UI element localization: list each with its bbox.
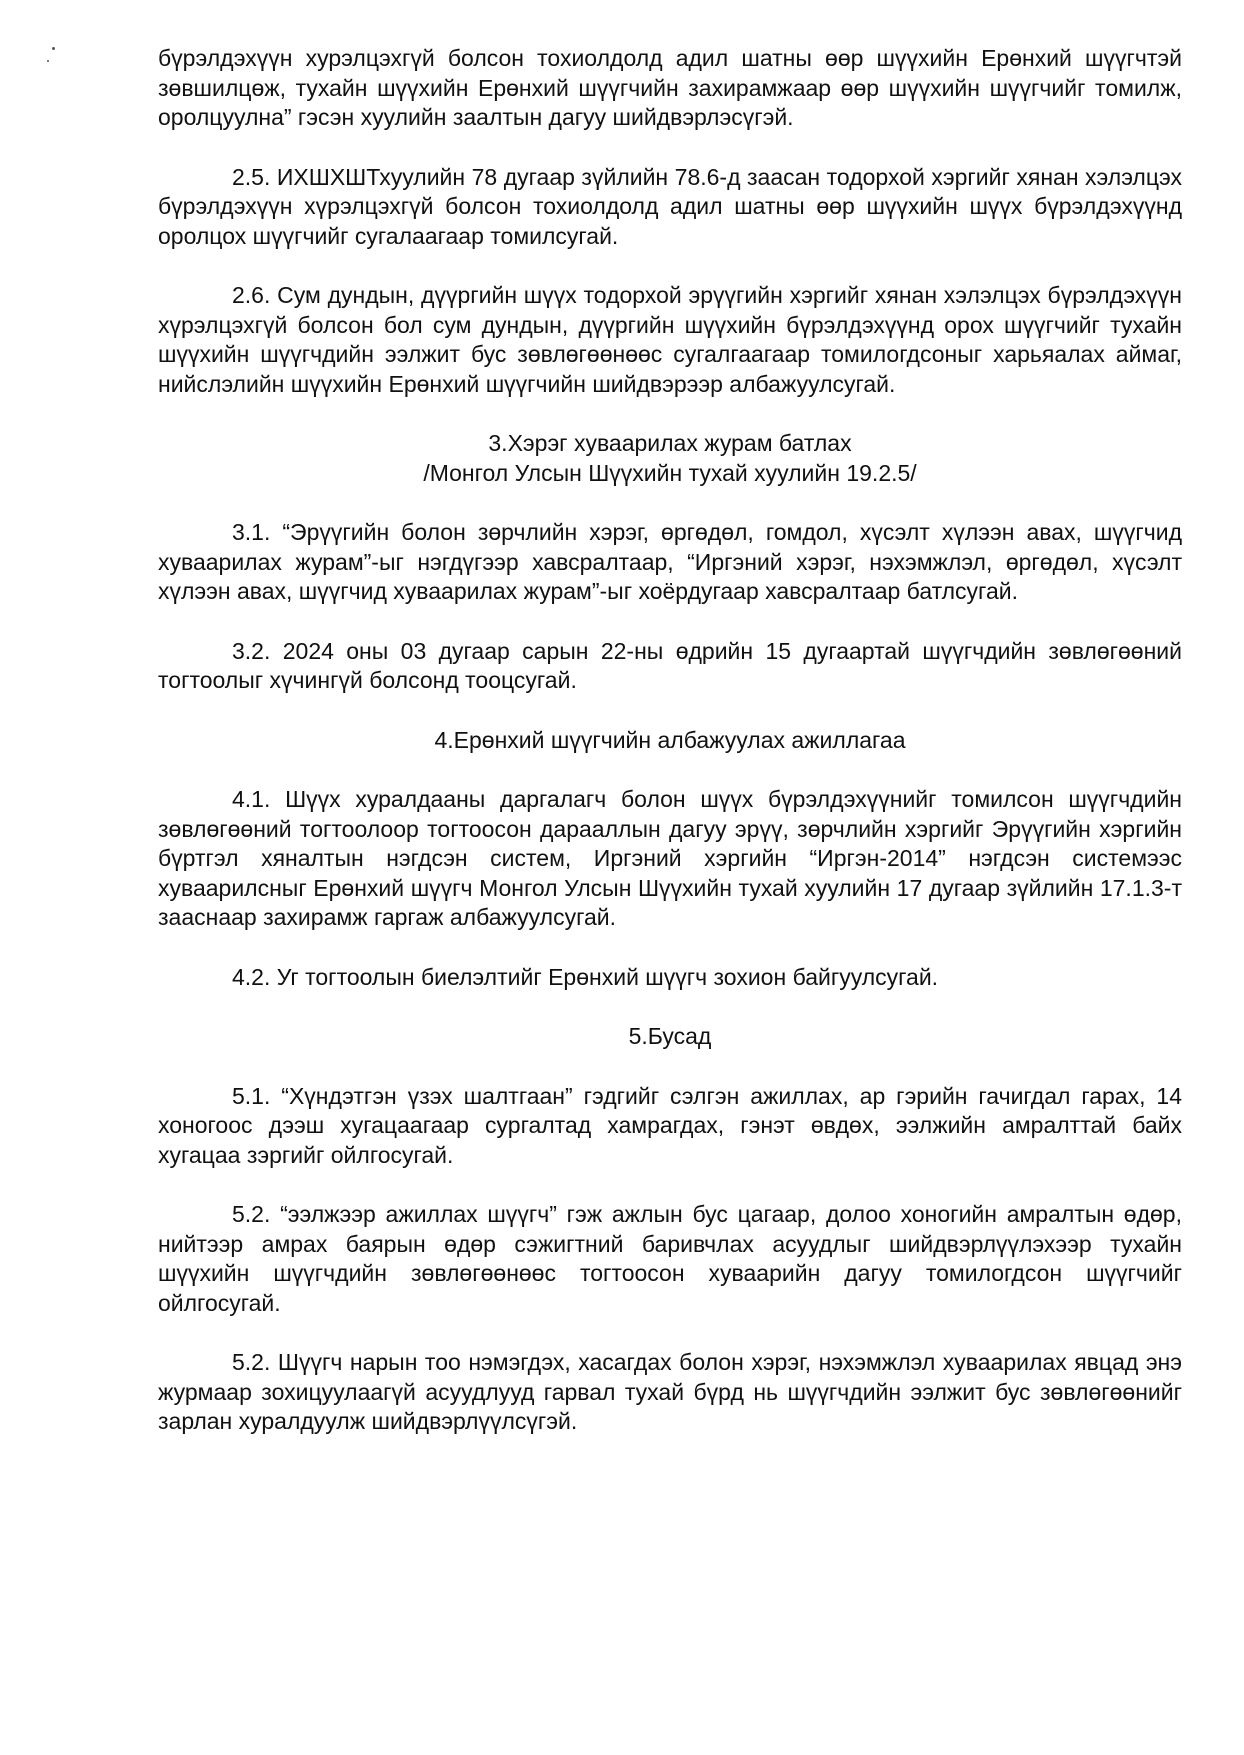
section-5-title: 5.Бусад	[628, 1023, 712, 1049]
section-3-subtitle: /Монгол Улсын Шүүхийн тухай хуулийн 19.2.5/	[423, 459, 917, 486]
section-4-heading	[158, 726, 1182, 756]
section-5-heading	[158, 1022, 1182, 1052]
section-4-title: 4.Ерөнхий шүүгчийн албажуулах ажиллагаа	[434, 726, 906, 753]
document-body	[158, 44, 1182, 1467]
section-3-title: 3.Хэрэг хуваарилах журам батлах	[488, 430, 852, 456]
paragraph-2-6: 2.6. Сум дундын, дүүргийн шүүх тодорхой эрүүгийн хэргийг хянан хэлэлцэх бүрэлдэхүүн хүрэлцэхгүй болсон бол сум дундын, дүүргийн шүүхийн бүрэлдэхүүнд орох шүүгчийг тухайн шүүхийн шүүгчдийн ээлжит бус зөвлөгөөнөөс сугалгаагаар томилогдсоныг харьяалах аймаг, нийслэлийн шүүхийн Ерөнхий шүүгчийн шийдвэрээр албажуулсугай.	[158, 282, 1182, 397]
paragraph-continuation: бүрэлдэхүүн хурэлцэхгүй болсон тохиолдолд адил шатны өөр шүүхийн Ерөнхий шүүгчтэй зөвшилцөж, тухайн шүүхийн Ерөнхий шүүгчийн захирамжаар өөр шүүхийн шүүгчийг томилж, оролцуулна” гэсэн хуулийн заалтын дагуу шийдвэрлэсүгэй.	[158, 45, 1182, 130]
paragraph-3-2: 3.2. 2024 оны 03 дугаар сарын 22-ны өдрийн 15 дугаартай шүүгчдийн зөвлөгөөний тогтоолыг хүчингүй болсонд тооцсугай.	[158, 637, 1182, 693]
paragraph-2-5: 2.5. ИХШХШТхуулийн 78 дугаар зүйлийн 78.6-д заасан тодорхой хэргийг хянан хэлэлцэх бүрэлдэхүүн хүрэлцэхгүй болсон тохиолдолд адил шатны өөр шүүхийн шүүх бүрэлдэхүүнд оролцох шүүгчийг сугалаагаар томилсугай.	[158, 163, 1182, 249]
paragraph-3-1: 3.1. “Эрүүгийн болон зөрчлийн хэрэг, өргөдөл, гомдол, хүсэлт хүлээн авах, шүүгчид хуваарилах журам”-ыг нэгдүгээр хавсралтаар, “Иргэний хэрэг, нэхэмжлэл, өргөдөл, хүсэлт хүлээн авах, шүүгчид хуваарилах журам”-ыг хоёрдугаар хавсралтаар батлсугай.	[158, 519, 1182, 604]
paragraph-5-2a: 5.2. “ээлжээр ажиллах шүүгч” гэж ажлын бус цагаар, долоо хоногийн амралтын өдөр, нийтээр амрах баярын өдөр сэжигтний баривчлах асуудлыг шийдвэрлүүлэхээр тухайн шүүхийн шүүгчдийн зөвлөгөөнөөс тогтоосон хуваарийн дагуу томилогдсон шүүгчийг ойлгосугай.	[158, 1201, 1182, 1316]
paragraph-5-1: 5.1. “Хүндэтгэн үзэх шалтгаан” гэдгийг сэлгэн ажиллах, ар гэрийн гачигдал гарах, 14 хоногоос дээш хугацаагаар сургалтад хамрагдах, гэнэт өвдөх, ээлжийн амралттай байх хугацаа зэргийг ойлгосугай.	[158, 1082, 1182, 1168]
paragraph-5-2b: 5.2. Шүүгч нарын тоо нэмэгдэх, хасагдах болон хэрэг, нэхэмжлэл хуваарилах явцад энэ журмаар зохицуулаагүй асуудлууд гарвал тухай бүрд нь шүүгчдийн ээлжит бус зөвлөгөөнийг зарлан хуралдуулж шийдвэрлүүлсүгэй.	[158, 1349, 1182, 1434]
section-3-heading	[158, 429, 1182, 488]
scan-speck	[47, 60, 49, 62]
paragraph-4-2: 4.2. Уг тогтоолын биелэлтийг Ерөнхий шүүгч зохион байгуулсугай.	[232, 963, 939, 990]
scan-speck	[52, 47, 55, 50]
paragraph-4-1: 4.1. Шүүх хуралдааны даргалагч болон шүүх бүрэлдэхүүнийг томилсон шүүгчдийн зөвлөгөөний тогтоолоор тогтоосон дарааллын дагуу эрүү, зөрчлийн хэргийг Эрүүгийн хэргийн бүртгэл хяналтын нэгдсэн систем, Иргэний хэргийн “Иргэн-2014” нэгдсэн системээс хуваарилсныг Ерөнхий шүүгч Монгол Улсын Шүүхийн тухай хуулийн 17 дугаар зүйлийн 17.1.3-т зааснаар захирамж гаргаж албажуулсугай.	[158, 786, 1182, 930]
